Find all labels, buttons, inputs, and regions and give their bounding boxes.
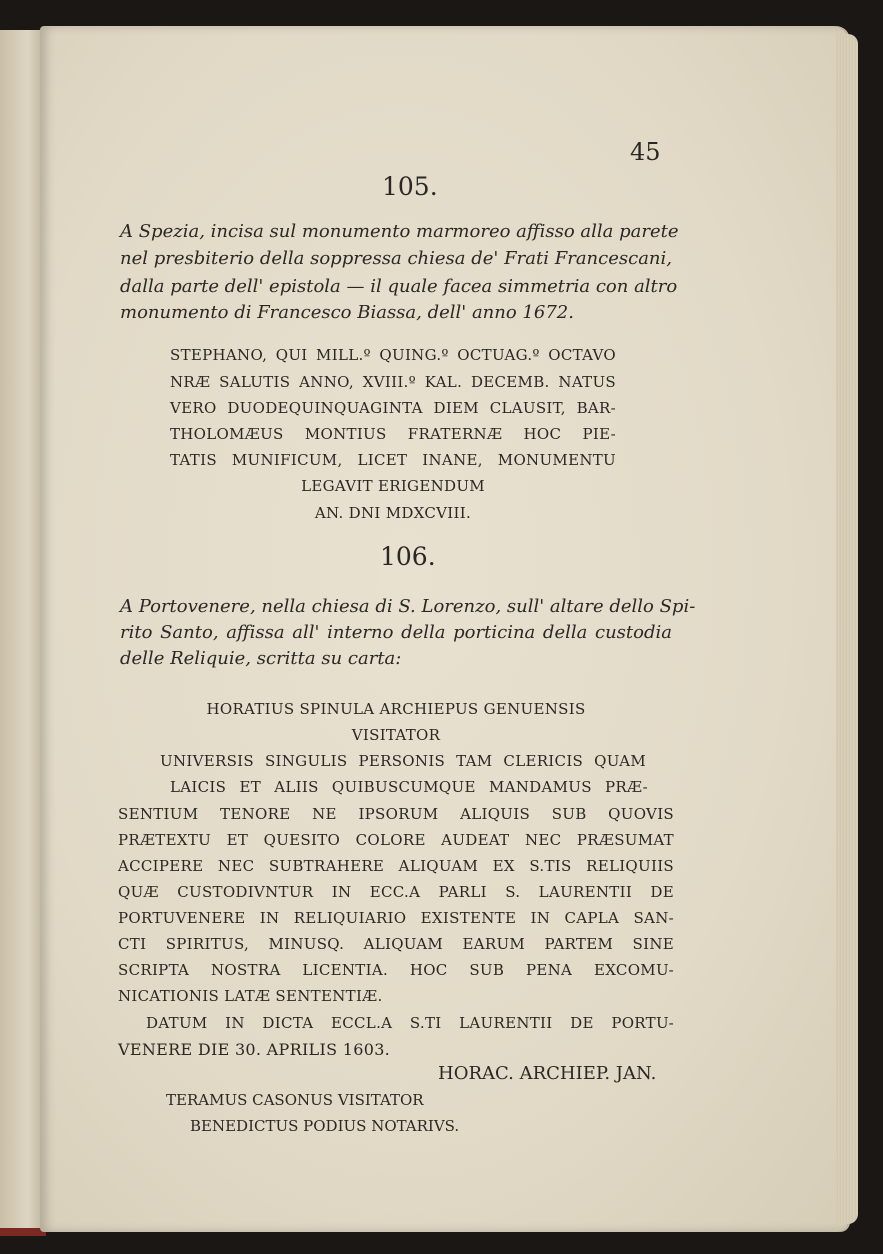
inscription-line: TATIS MUNIFICUM, LICET INANE, MONUMENTU: [170, 451, 616, 469]
description-line: delle Reliquie, scritta su carta:: [120, 648, 402, 669]
inscription-line: PORTUVENERE IN RELIQUIARIO EXISTENTE IN CAPLA SAN-: [118, 909, 674, 927]
inscription-line: THOLOMÆUS MONTIUS FRATERNÆ HOC PIE-: [170, 425, 616, 443]
inscription-line: AN. DNI MDXCVIII.: [314, 504, 472, 522]
inscription-line: QUÆ CUSTODIVNTUR IN ECC.A PARLI S. LAURENTII DE: [118, 883, 674, 901]
inscription-line: ACCIPERE NEC SUBTRAHERE ALIQUAM EX S.TIS RELIQUIIS: [118, 857, 674, 875]
description-line: rito Santo, affissa all' interno della porticina della custodia: [120, 622, 672, 643]
inscription-line: SCRIPTA NOSTRA LICENTIA. HOC SUB PENA EXCOMU-: [118, 961, 674, 979]
page-stack-edge: [836, 34, 858, 1224]
inscription-line: LEGAVIT ERIGENDUM: [301, 477, 485, 495]
inscription-line: VISITATOR: [351, 726, 441, 744]
page-number: 45: [630, 138, 661, 166]
inscription-line: HORATIUS SPINULA ARCHIEPUS GENUENSIS: [206, 700, 586, 718]
inscription-line: PRÆTEXTU ET QUESITO COLORE AUDEAT NEC PRÆSUMAT: [118, 831, 674, 849]
description-line: monumento di Francesco Biassa, dell' anno 1672.: [120, 302, 574, 323]
inscription-line: VENERE DIE 30. APRILIS 1603.: [118, 1040, 391, 1059]
signature-horac: HORAC. ARCHIEP. JAN.: [438, 1063, 657, 1084]
binding-edge: [0, 1228, 46, 1236]
inscription-line: UNIVERSIS SINGULIS PERSONIS TAM CLERICIS QUAM: [160, 752, 646, 770]
inscription-line: NICATIONIS LATÆ SENTENTIÆ.: [118, 987, 383, 1005]
signature-line: BENEDICTUS PODIUS NOTARIVS.: [190, 1117, 460, 1135]
inscription-line: CTI SPIRITUS, MINUSQ. ALIQUAM EARUM PARTEM SINE: [118, 935, 674, 953]
inscription-line: LAICIS ET ALIIS QUIBUSCUMQUE MANDAMUS PRÆ-: [170, 778, 648, 796]
signature-line: TERAMUS CASONUS VISITATOR: [166, 1091, 424, 1109]
inscription-line: SENTIUM TENORE NE IPSORUM ALIQUIS SUB QUOVIS: [118, 805, 674, 823]
description-line: A Spezia, incisa sul monumento marmoreo affisso alla parete: [120, 221, 679, 242]
inscription-line: DATUM IN DICTA ECCL.A S.TI LAURENTII DE PORTU-: [146, 1014, 674, 1032]
inscription-line: VERO DUODEQUINQUAGINTA DIEM CLAUSIT, BAR-: [170, 399, 616, 417]
inscription-line: NRÆ SALUTIS ANNO, XVIII.º KAL. DECEMB. NATUS: [170, 373, 616, 391]
inscription-line: STEPHANO, QUI MILL.º QUING.º OCTUAG.º OCTAVO: [170, 346, 616, 364]
entry-number: 106.: [380, 542, 436, 571]
description-line: nel presbiterio della soppressa chiesa de' Frati Francescani,: [120, 248, 672, 269]
entry-number: 105.: [382, 172, 438, 201]
description-line: A Portovenere, nella chiesa di S. Lorenzo, sull' altare dello Spi-: [120, 596, 696, 617]
description-line: dalla parte dell' epistola — il quale facea simmetria con altro: [120, 276, 678, 297]
